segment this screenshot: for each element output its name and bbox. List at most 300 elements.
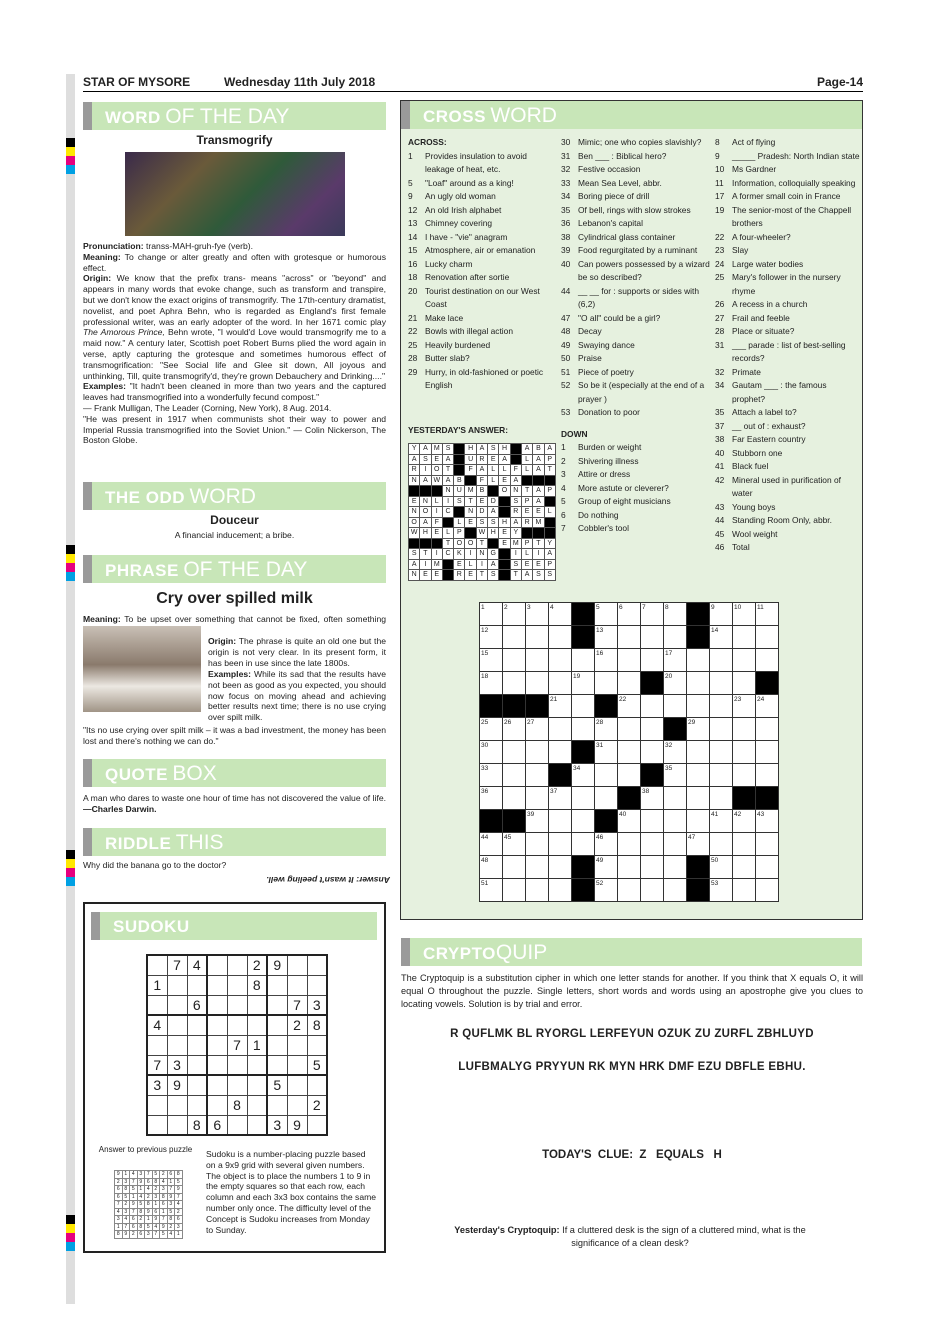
crossword-cell[interactable] [710, 649, 733, 672]
sudoku-cell[interactable] [307, 1115, 327, 1135]
crossword-cell[interactable]: 45 [503, 833, 526, 856]
sudoku-cell[interactable] [147, 995, 167, 1015]
crossword-cell[interactable] [733, 626, 756, 649]
sudoku-cell[interactable] [267, 1095, 287, 1115]
clue-text: Donation to poor [578, 407, 640, 417]
sudoku-answer-cell: 1 [175, 1231, 183, 1239]
sudoku-cell[interactable]: 9 [267, 955, 287, 975]
crossword-cell[interactable] [687, 695, 710, 718]
crossword-cell[interactable]: 9 [710, 603, 733, 626]
crossword-cell[interactable] [618, 718, 641, 741]
sudoku-cell[interactable]: 3 [147, 1075, 167, 1095]
crossword-cell[interactable] [664, 879, 687, 902]
sudoku-answer-cell: 5 [152, 1171, 160, 1179]
crossword-cell[interactable] [503, 787, 526, 810]
sudoku-cell[interactable] [247, 1095, 267, 1115]
crossword-cell[interactable] [687, 649, 710, 672]
crossword-cell[interactable]: 34 [572, 764, 595, 787]
crossword-cell[interactable]: 39 [526, 810, 549, 833]
crossword-cell[interactable] [572, 810, 595, 833]
sudoku-cell[interactable] [187, 1015, 207, 1035]
crossword-cell[interactable]: 12 [480, 626, 503, 649]
crossword-cell[interactable] [641, 879, 664, 902]
black-square [733, 787, 756, 810]
crossword-cell[interactable] [503, 741, 526, 764]
crossword-cell[interactable]: 44 [480, 833, 503, 856]
answer-letter: O [454, 538, 465, 549]
crossword-cell[interactable] [526, 741, 549, 764]
crossword-cell[interactable] [549, 741, 572, 764]
sudoku-cell[interactable]: 8 [227, 1095, 247, 1115]
sudoku-cell[interactable] [187, 1075, 207, 1095]
crossword-cell[interactable]: 30 [480, 741, 503, 764]
crossword-cell[interactable]: 49 [595, 856, 618, 879]
sudoku-cell[interactable] [187, 1055, 207, 1075]
crossword-cell[interactable]: 43 [756, 810, 779, 833]
clue-item [408, 271, 556, 285]
clue-text: Chimney covering [425, 218, 493, 228]
crossword-cell[interactable] [618, 741, 641, 764]
answer-letter: E [488, 454, 499, 465]
margin-bar [66, 74, 75, 1304]
clue-item [561, 495, 711, 509]
crossword-cell[interactable] [733, 879, 756, 902]
sudoku-cell[interactable] [207, 1015, 227, 1035]
clue-text: Renovation after sortie [425, 272, 510, 282]
sudoku-answer-cell: 3 [145, 1231, 153, 1239]
crossword-cell[interactable] [641, 810, 664, 833]
clue-item [561, 366, 711, 380]
black-square [595, 810, 618, 833]
crossword-cell[interactable] [595, 672, 618, 695]
crossword-cell[interactable]: 21 [549, 695, 572, 718]
crossword-cell[interactable] [710, 764, 733, 787]
sudoku-cell[interactable] [207, 1055, 227, 1075]
crossword-cell[interactable] [756, 718, 779, 741]
answer-letter: A [409, 559, 420, 570]
crossword-cell[interactable]: 18 [480, 672, 503, 695]
crossword-cell[interactable] [664, 695, 687, 718]
clue-number: 19 [715, 204, 725, 215]
crossword-cell[interactable]: 28 [595, 718, 618, 741]
sudoku-cell[interactable] [227, 975, 247, 995]
crossword-cell[interactable] [618, 649, 641, 672]
sudoku-cell[interactable] [227, 995, 247, 1015]
crossword-cell[interactable] [503, 672, 526, 695]
crossword-cell[interactable]: 14 [710, 626, 733, 649]
answer-letter: A [442, 454, 453, 465]
crossword-cell[interactable] [710, 787, 733, 810]
sudoku-cell[interactable]: 6 [207, 1115, 227, 1135]
crossword-cell[interactable]: 20 [664, 672, 687, 695]
sudoku-answer-cell: 8 [145, 1201, 153, 1209]
sudoku-cell[interactable]: 8 [307, 1015, 327, 1035]
crossword-cell[interactable]: 7 [641, 603, 664, 626]
sudoku-cell[interactable] [167, 995, 187, 1015]
crossword-cell[interactable] [526, 879, 549, 902]
clue-number: 30 [561, 137, 571, 147]
crossword-cell[interactable]: 33 [480, 764, 503, 787]
answer-letter: M [510, 538, 521, 549]
crossword-cell[interactable]: 10 [733, 603, 756, 626]
crossword-cell[interactable] [526, 672, 549, 695]
sudoku-cell[interactable] [247, 1015, 267, 1035]
crossword-cell[interactable]: 17 [664, 649, 687, 672]
crossword-cell[interactable] [687, 741, 710, 764]
crossword-cell[interactable]: 50 [710, 856, 733, 879]
crossword-cell[interactable] [733, 764, 756, 787]
crossword-cell[interactable]: 47 [687, 833, 710, 856]
crossword-cell[interactable] [733, 833, 756, 856]
crossword-cell[interactable] [618, 764, 641, 787]
sudoku-cell[interactable]: 3 [307, 995, 327, 1015]
crossword-cell[interactable] [733, 741, 756, 764]
black-square [756, 787, 779, 810]
crossword-cell[interactable] [756, 856, 779, 879]
sudoku-cell[interactable] [147, 1115, 167, 1135]
crossword-cell[interactable] [503, 626, 526, 649]
answer-letter: T [476, 570, 487, 581]
crossword-cell[interactable] [733, 649, 756, 672]
answer-letter: L [431, 496, 442, 507]
sudoku-cell[interactable]: 7 [167, 955, 187, 975]
crossword-cell[interactable] [756, 764, 779, 787]
crossword-cell[interactable] [756, 741, 779, 764]
sudoku-cell[interactable] [247, 1075, 267, 1095]
crossword-cell[interactable] [618, 672, 641, 695]
crossword-cell[interactable] [641, 626, 664, 649]
crossword-cell[interactable] [756, 833, 779, 856]
answer-letter: A [488, 559, 499, 570]
crossword-cell[interactable]: 16 [595, 649, 618, 672]
crossword-cell[interactable] [710, 672, 733, 695]
sudoku-cell[interactable] [207, 995, 227, 1015]
answer-letter: E [454, 559, 465, 570]
crossword-cell[interactable]: 19 [572, 672, 595, 695]
answer-letter: N [465, 507, 476, 518]
crossword-cell[interactable]: 27 [526, 718, 549, 741]
sudoku-grid[interactable] [146, 954, 328, 1136]
crossword-cell[interactable] [710, 741, 733, 764]
sudoku-answer-cell: 3 [122, 1208, 130, 1216]
crossword-cell[interactable] [710, 718, 733, 741]
crossword-cell[interactable]: 41 [710, 810, 733, 833]
crossword-cell[interactable] [710, 833, 733, 856]
sudoku-cell[interactable] [307, 1035, 327, 1055]
crossword-cell[interactable]: 38 [641, 787, 664, 810]
crossword-cell[interactable] [733, 856, 756, 879]
crossword-cell[interactable] [549, 649, 572, 672]
crossword-cell[interactable]: 4 [549, 603, 572, 626]
answer-letter: A [409, 454, 420, 465]
clue-number: 9 [408, 191, 413, 201]
crossword-cell[interactable] [733, 718, 756, 741]
answer-letter: O [465, 538, 476, 549]
sudoku-cell[interactable] [167, 1115, 187, 1135]
clue-number: 40 [561, 258, 571, 269]
answer-letter: L [521, 549, 532, 560]
clue-number: 6 [561, 509, 566, 520]
sudoku-cell[interactable] [147, 955, 167, 975]
crossword-cell[interactable]: 51 [480, 879, 503, 902]
answer-letter: L [465, 559, 476, 570]
answer-letter: A [510, 475, 521, 486]
crossword-cell[interactable] [526, 649, 549, 672]
crossword-cell[interactable] [641, 833, 664, 856]
crossword-cell[interactable] [618, 856, 641, 879]
crossword-cell[interactable] [503, 879, 526, 902]
crossword-cell[interactable]: 40 [618, 810, 641, 833]
crossword-cell[interactable] [572, 833, 595, 856]
sudoku-cell[interactable] [247, 1055, 267, 1075]
crossword-cell[interactable] [595, 764, 618, 787]
sudoku-cell[interactable] [147, 1095, 167, 1115]
sudoku-cell[interactable] [227, 1075, 247, 1095]
crossword-cell[interactable]: 1 [480, 603, 503, 626]
sudoku-cell[interactable]: 2 [307, 1095, 327, 1115]
clue-number: 50 [561, 353, 571, 363]
down-clues-continued [715, 136, 860, 555]
crossword-cell[interactable]: 23 [733, 695, 756, 718]
sudoku-cell[interactable] [187, 975, 207, 995]
sudoku-cell[interactable] [287, 1055, 307, 1075]
clue-item [561, 482, 711, 496]
sudoku-cell[interactable]: 2 [287, 1015, 307, 1035]
crossword-cell[interactable]: 5 [595, 603, 618, 626]
sudoku-cell[interactable]: 8 [187, 1115, 207, 1135]
answer-letter: E [465, 570, 476, 581]
crossword-cell[interactable] [503, 649, 526, 672]
crossword-cell[interactable] [526, 787, 549, 810]
sudoku-cell[interactable] [287, 1075, 307, 1095]
sudoku-cell[interactable]: 6 [187, 995, 207, 1015]
crossword-grid[interactable] [479, 602, 779, 902]
crossword-cell[interactable] [756, 879, 779, 902]
crossword-cell[interactable]: 53 [710, 879, 733, 902]
crossword-cell[interactable] [618, 626, 641, 649]
crossword-cell[interactable] [710, 695, 733, 718]
crossword-cell[interactable] [756, 626, 779, 649]
crossword-cell[interactable]: 36 [480, 787, 503, 810]
sudoku-cell[interactable] [227, 955, 247, 975]
sudoku-cell[interactable]: 7 [227, 1035, 247, 1055]
sudoku-cell[interactable] [267, 1015, 287, 1035]
crossword-cell[interactable] [526, 626, 549, 649]
clue-item [561, 204, 711, 218]
clue-number: 46 [715, 542, 725, 552]
crossword-cell[interactable]: 3 [526, 603, 549, 626]
crossword-cell[interactable] [549, 626, 572, 649]
black-square [510, 454, 521, 465]
crossword-cell[interactable]: 46 [595, 833, 618, 856]
crossword-cell[interactable] [503, 764, 526, 787]
crossword-cell[interactable]: 52 [595, 879, 618, 902]
sudoku-cell[interactable] [267, 995, 287, 1015]
sudoku-cell[interactable]: 9 [287, 1115, 307, 1135]
crossword-cell[interactable] [664, 787, 687, 810]
sudoku-cell[interactable]: 4 [187, 955, 207, 975]
crossword-cell[interactable] [572, 718, 595, 741]
sudoku-cell[interactable] [227, 1055, 247, 1075]
crossword-cell[interactable] [526, 856, 549, 879]
crossword-cell[interactable]: 11 [756, 603, 779, 626]
sudoku-cell[interactable] [267, 1035, 287, 1055]
sudoku-answer-cell: 6 [167, 1171, 175, 1179]
crossword-cell[interactable] [503, 856, 526, 879]
crossword-cell[interactable]: 6 [618, 603, 641, 626]
crossword-cell[interactable] [549, 879, 572, 902]
sudoku-answer-label: Answer to previous puzzle [98, 1145, 193, 1154]
clue-item [715, 163, 860, 177]
crossword-cell[interactable] [549, 672, 572, 695]
sudoku-cell[interactable] [307, 975, 327, 995]
crossword-cell[interactable]: 32 [664, 741, 687, 764]
crossword-cell[interactable] [687, 810, 710, 833]
sudoku-cell[interactable] [287, 975, 307, 995]
crossword-cell[interactable] [641, 695, 664, 718]
clue-item [408, 190, 556, 204]
sudoku-answer-cell: 5 [137, 1201, 145, 1209]
clue-text: Heavily burdened [425, 339, 491, 350]
clue-number: 18 [408, 272, 418, 282]
crossword-cell[interactable] [549, 833, 572, 856]
sudoku-cell[interactable] [167, 1095, 187, 1115]
crossword-cell[interactable]: 31 [595, 741, 618, 764]
crossword-cell[interactable] [641, 718, 664, 741]
black-square [499, 496, 510, 507]
sudoku-answer-cell: 6 [145, 1178, 153, 1186]
crossword-cell[interactable] [687, 764, 710, 787]
sudoku-cell[interactable]: 7 [147, 1055, 167, 1075]
crossword-cell[interactable] [572, 695, 595, 718]
sudoku-cell[interactable] [147, 1035, 167, 1055]
crossword-cell[interactable]: 26 [503, 718, 526, 741]
sudoku-cell[interactable] [207, 1075, 227, 1095]
sudoku-cell[interactable]: 4 [147, 1015, 167, 1035]
sudoku-cell[interactable] [207, 1035, 227, 1055]
crossword-cell[interactable] [549, 718, 572, 741]
sudoku-cell[interactable] [167, 1015, 187, 1035]
sudoku-cell[interactable]: 1 [147, 975, 167, 995]
crossword-cell[interactable]: 15 [480, 649, 503, 672]
sudoku-cell[interactable]: 1 [247, 1035, 267, 1055]
sudoku-cell[interactable] [207, 955, 227, 975]
clue-number: 22 [715, 231, 725, 242]
sudoku-cell[interactable]: 8 [247, 975, 267, 995]
crossword-cell[interactable] [756, 649, 779, 672]
crossword-cell[interactable]: 42 [733, 810, 756, 833]
sudoku-answer-cell: 4 [152, 1223, 160, 1231]
sudoku-cell[interactable] [227, 1115, 247, 1135]
sudoku-cell[interactable] [167, 1035, 187, 1055]
crossword-cell[interactable] [664, 626, 687, 649]
sudoku-cell[interactable] [187, 1035, 207, 1055]
crossword-cell[interactable] [687, 787, 710, 810]
sudoku-cell[interactable] [167, 975, 187, 995]
sudoku-cell[interactable]: 2 [247, 955, 267, 975]
crossword-cell[interactable] [549, 810, 572, 833]
answer-letter: L [521, 465, 532, 476]
sudoku-cell[interactable] [227, 1015, 247, 1035]
black-square [499, 559, 510, 570]
riddle-question: Why did the banana go to the doctor? [83, 860, 227, 870]
crossword-cell[interactable]: 13 [595, 626, 618, 649]
answer-letter: A [533, 465, 544, 476]
sudoku-answer-cell: 5 [122, 1193, 130, 1201]
crossword-cell[interactable] [733, 672, 756, 695]
crossword-cell[interactable]: 29 [687, 718, 710, 741]
sudoku-cell[interactable] [287, 955, 307, 975]
clue-text: Tourist destination on our West Coast [425, 285, 540, 309]
sudoku-answer-cell: 3 [115, 1216, 123, 1224]
crossword-cell[interactable]: 37 [549, 787, 572, 810]
crossword-cell[interactable] [641, 856, 664, 879]
sudoku-cell[interactable]: 9 [167, 1075, 187, 1095]
sudoku-cell[interactable] [287, 1035, 307, 1055]
sudoku-cell[interactable] [287, 1095, 307, 1115]
crossword-cell[interactable]: 8 [664, 603, 687, 626]
sudoku-cell[interactable]: 5 [307, 1055, 327, 1075]
crossword-cell[interactable]: 22 [618, 695, 641, 718]
clue-item [715, 244, 860, 258]
sudoku-cell[interactable] [267, 975, 287, 995]
crossword-cell[interactable] [664, 833, 687, 856]
crossword-cell[interactable] [595, 787, 618, 810]
crossword-cell[interactable]: 25 [480, 718, 503, 741]
crossword-cell[interactable]: 35 [664, 764, 687, 787]
sudoku-cell[interactable] [307, 955, 327, 975]
crossword-cell[interactable] [526, 764, 549, 787]
crossword-cell[interactable] [664, 810, 687, 833]
crossword-cell[interactable] [687, 672, 710, 695]
clue-item [561, 455, 711, 469]
crossword-cell[interactable] [618, 879, 641, 902]
sudoku-answer-cell: 8 [160, 1193, 168, 1201]
crossword-cell[interactable] [664, 856, 687, 879]
sudoku-cell[interactable] [247, 1115, 267, 1135]
sudoku-cell[interactable]: 5 [267, 1075, 287, 1095]
crossword-cell[interactable] [618, 833, 641, 856]
crossword-cell[interactable] [572, 649, 595, 672]
crossword-cell[interactable] [572, 787, 595, 810]
sudoku-cell[interactable] [207, 975, 227, 995]
clue-number: 1 [561, 442, 566, 452]
sudoku-cell[interactable]: 3 [267, 1115, 287, 1135]
crossword-cell[interactable] [641, 741, 664, 764]
answer-letter: T [442, 538, 453, 549]
sudoku-cell[interactable] [207, 1095, 227, 1115]
sudoku-answer-cell: 4 [167, 1231, 175, 1239]
clue-item [715, 150, 860, 164]
sudoku-cell[interactable]: 3 [167, 1055, 187, 1075]
sudoku-cell[interactable] [267, 1055, 287, 1075]
answer-letter: O [420, 507, 431, 518]
crossword-cell[interactable]: 2 [503, 603, 526, 626]
crossword-cell[interactable]: 48 [480, 856, 503, 879]
answer-letter: R [476, 454, 487, 465]
sudoku-cell[interactable] [247, 995, 267, 1015]
sudoku-cell[interactable]: 7 [287, 995, 307, 1015]
crossword-cell[interactable] [526, 833, 549, 856]
sudoku-cell[interactable] [307, 1075, 327, 1095]
crossword-cell[interactable] [549, 856, 572, 879]
sudoku-cell[interactable] [187, 1095, 207, 1115]
crossword-cell[interactable]: 24 [756, 695, 779, 718]
answer-letter: S [510, 559, 521, 570]
crossword-cell[interactable] [641, 649, 664, 672]
clue-text: Mineral used in purification of water [732, 474, 841, 498]
sudoku-answer-cell: 4 [137, 1193, 145, 1201]
